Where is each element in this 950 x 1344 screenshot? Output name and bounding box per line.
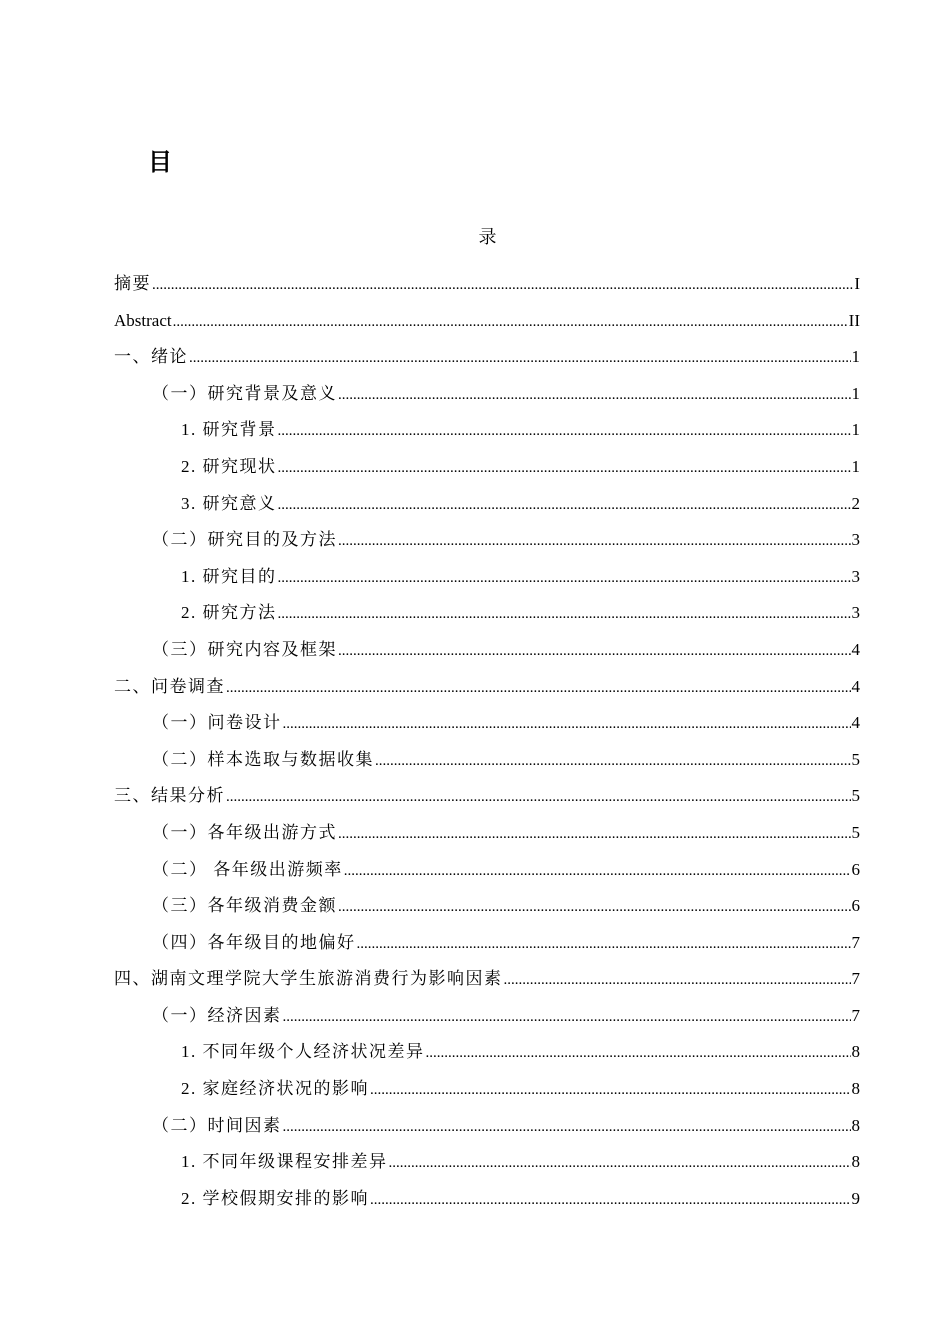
toc-entry-title: 2. 家庭经济状况的影响 xyxy=(181,1079,369,1099)
toc-entry[interactable] xyxy=(114,708,860,745)
toc-entry-page-number: 4 xyxy=(851,639,860,659)
toc-heading-second-char: 录 xyxy=(478,227,497,247)
toc-entry[interactable] xyxy=(114,781,860,818)
toc-entry[interactable] xyxy=(114,525,860,562)
toc-dot-leader xyxy=(283,1112,851,1142)
toc-dot-leader xyxy=(370,1185,851,1215)
toc-entry[interactable] xyxy=(114,745,860,782)
toc-dot-leader xyxy=(278,563,851,593)
toc-entry-title: （三）研究内容及框架 xyxy=(152,639,337,659)
toc-entry-page-number: 6 xyxy=(851,859,860,879)
toc-entry[interactable] xyxy=(114,1037,860,1074)
toc-entry-page-number: 8 xyxy=(851,1115,860,1135)
toc-entry-title: 一、绪论 xyxy=(114,347,188,367)
toc-dot-leader xyxy=(504,965,851,995)
toc-dot-leader xyxy=(389,1148,851,1178)
toc-entry-page-number: 3 xyxy=(851,530,860,550)
toc-entry-page-number: II xyxy=(848,310,860,330)
toc-entry-page-number: I xyxy=(854,274,860,293)
toc-entry[interactable] xyxy=(114,379,860,416)
toc-entry-title: 摘要 xyxy=(114,274,151,293)
toc-entry[interactable] xyxy=(114,818,860,855)
toc-entry-title: Abstract xyxy=(114,310,172,330)
toc-dot-leader xyxy=(375,746,851,776)
toc-entry-title: （二）样本选取与数据收集 xyxy=(152,749,374,769)
toc-entry-page-number: 7 xyxy=(851,932,860,952)
toc-heading-first-char: 目 xyxy=(148,148,172,176)
toc-entry-title: 2. 研究现状 xyxy=(181,456,277,476)
toc-entry[interactable] xyxy=(114,489,860,526)
toc-dot-leader xyxy=(338,636,851,666)
toc-dot-leader xyxy=(426,1038,851,1068)
toc-entry-title: 1. 不同年级个人经济状况差异 xyxy=(181,1042,425,1062)
toc-entry-title: （一）经济因素 xyxy=(152,1005,282,1025)
toc-entry[interactable] xyxy=(114,598,860,635)
toc-entry[interactable] xyxy=(114,1001,860,1038)
toc-entry-page-number: 4 xyxy=(851,713,860,733)
toc-entry-title: 3. 研究意义 xyxy=(181,493,277,513)
toc-entry-page-number: 5 xyxy=(851,749,860,769)
toc-entry-page-number: 1 xyxy=(851,420,860,440)
toc-entry-page-number: 3 xyxy=(851,566,860,586)
toc-dot-leader xyxy=(226,782,851,812)
toc-entry-title: （一）研究背景及意义 xyxy=(152,383,337,403)
toc-entry[interactable] xyxy=(114,306,860,343)
toc-dot-leader xyxy=(173,307,848,337)
toc-entry-title: （二）研究目的及方法 xyxy=(152,530,337,550)
toc-entry-title: 1. 研究背景 xyxy=(181,420,277,440)
toc-entry-title: （四）各年级目的地偏好 xyxy=(152,932,356,952)
toc-entry-page-number: 8 xyxy=(851,1152,860,1172)
toc-entry-page-number: 8 xyxy=(851,1079,860,1099)
table-of-contents xyxy=(114,269,860,1220)
toc-entry-title: 1. 研究目的 xyxy=(181,566,277,586)
toc-entry[interactable] xyxy=(114,1074,860,1111)
toc-entry[interactable] xyxy=(114,452,860,489)
toc-entry[interactable] xyxy=(114,672,860,709)
toc-entry[interactable] xyxy=(114,1111,860,1148)
toc-entry-title: 2. 学校假期安排的影响 xyxy=(181,1188,369,1208)
toc-entry-page-number: 8 xyxy=(851,1042,860,1062)
toc-entry-page-number: 4 xyxy=(851,676,860,696)
toc-dot-leader xyxy=(357,929,851,959)
toc-dot-leader xyxy=(278,490,851,520)
toc-entry[interactable] xyxy=(114,562,860,599)
toc-entry-title: 三、结果分析 xyxy=(114,786,225,806)
toc-entry-title: （一）各年级出游方式 xyxy=(152,822,337,842)
toc-dot-leader xyxy=(278,599,851,629)
toc-entry-title: 二、问卷调查 xyxy=(114,676,225,696)
toc-dot-leader xyxy=(283,1002,851,1032)
toc-entry[interactable] xyxy=(114,964,860,1001)
toc-dot-leader xyxy=(226,673,851,703)
toc-entry-title: （一）问卷设计 xyxy=(152,713,282,733)
toc-dot-leader xyxy=(152,270,853,300)
toc-entry-page-number: 2 xyxy=(851,493,860,513)
toc-entry-page-number: 1 xyxy=(851,347,860,367)
toc-entry-title: （二） 各年级出游频率 xyxy=(152,859,343,879)
toc-entry[interactable] xyxy=(114,928,860,965)
toc-entry[interactable] xyxy=(114,1184,860,1221)
toc-dot-leader xyxy=(278,453,851,483)
toc-dot-leader xyxy=(344,856,851,886)
toc-entry-page-number: 6 xyxy=(851,896,860,916)
toc-dot-leader xyxy=(338,526,851,556)
toc-entry[interactable] xyxy=(114,415,860,452)
toc-entry-page-number: 3 xyxy=(851,603,860,623)
toc-entry-title: 2. 研究方法 xyxy=(181,603,277,623)
toc-entry-page-number: 7 xyxy=(851,969,860,989)
toc-dot-leader xyxy=(283,709,851,739)
toc-entry[interactable] xyxy=(114,1147,860,1184)
toc-dot-leader xyxy=(278,416,851,446)
toc-entry-page-number: 5 xyxy=(851,822,860,842)
toc-entry-title: 1. 不同年级课程安排差异 xyxy=(181,1152,388,1172)
toc-entry[interactable] xyxy=(114,891,860,928)
toc-entry-page-number: 7 xyxy=(851,1005,860,1025)
toc-entry[interactable] xyxy=(114,855,860,892)
toc-dot-leader xyxy=(338,380,851,410)
toc-dot-leader xyxy=(370,1075,851,1105)
toc-entry[interactable] xyxy=(114,635,860,672)
toc-dot-leader xyxy=(338,819,851,849)
toc-dot-leader xyxy=(189,343,851,373)
toc-entry-page-number: 1 xyxy=(851,383,860,403)
toc-entry-title: 四、湖南文理学院大学生旅游消费行为影响因素 xyxy=(114,969,503,989)
toc-entry-page-number: 5 xyxy=(851,786,860,806)
toc-dot-leader xyxy=(338,892,851,922)
toc-entry-page-number: 9 xyxy=(851,1188,860,1208)
toc-entry[interactable] xyxy=(114,269,860,306)
toc-entry-title: （三）各年级消费金额 xyxy=(152,896,337,916)
toc-entry[interactable] xyxy=(114,342,860,379)
toc-entry-page-number: 1 xyxy=(851,456,860,476)
toc-entry-title: （二）时间因素 xyxy=(152,1115,282,1135)
